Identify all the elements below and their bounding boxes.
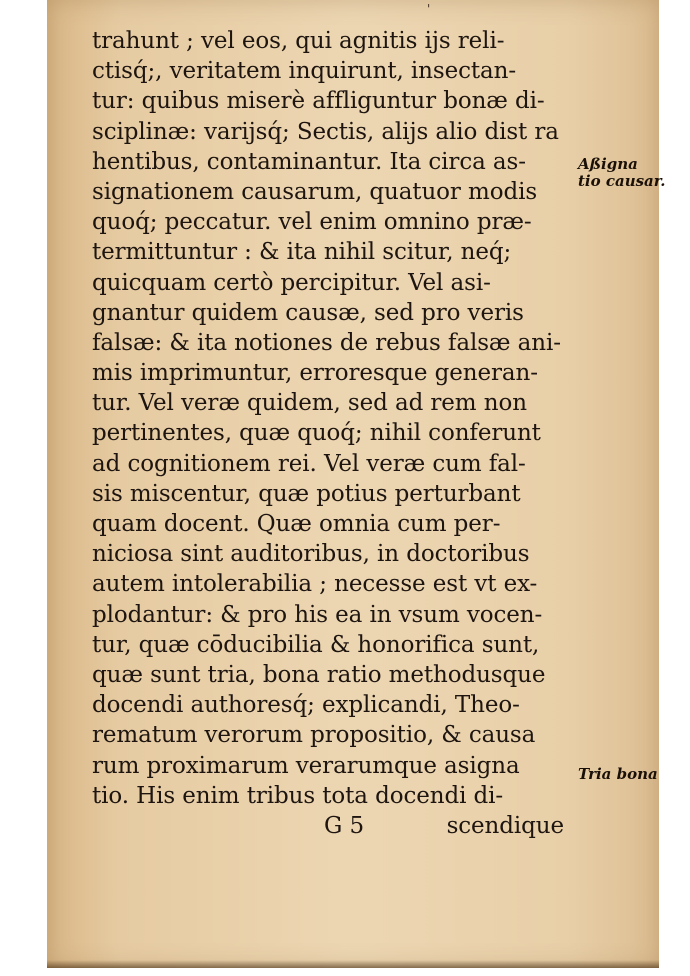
text-line: tur. Vel veræ quidem, sed ad rem non	[92, 390, 527, 417]
text-line: rum proximarum verarumque asigna	[92, 752, 520, 779]
marginal-note-tria-bona: Tria bona	[578, 765, 658, 783]
text-line: quæ sunt tria, bona ratio methodusque	[92, 661, 546, 688]
text-line: termittuntur : & ita nihil scitur, neq́;	[92, 239, 512, 266]
text-line: docendi authoresq́; explicandi, Theo-	[92, 692, 520, 719]
text-line: quoq́; peccatur. vel enim omnino præ-	[92, 209, 532, 236]
signature-mark: G 5	[324, 812, 365, 839]
text-line: trahunt ; vel eos, qui agnitis ijs reli-	[92, 28, 505, 54]
text-line: tur, quæ cōducibilia & honorifica sunt,	[92, 631, 540, 658]
text-line: pertinentes, quæ quoq́; nihil conferunt	[92, 420, 541, 447]
text-line: mis imprimuntur, erroresque generan-	[92, 360, 538, 387]
text-line: ad cognitionem rei. Vel veræ cum fal-	[92, 450, 526, 477]
text-line: niciosa sint auditoribus, in doctoribus	[92, 541, 530, 568]
text-line: quicquam certò percipitur. Vel asi-	[92, 269, 491, 296]
text-line: quam docent. Quæ omnia cum per-	[92, 511, 501, 537]
text-line: sciplinæ: varijsq́; Sectis, alijs alio dist ra	[92, 118, 559, 145]
page-footer-line	[92, 811, 572, 841]
marginal-note-line: Aßigna	[578, 155, 638, 173]
text-line: hentibus, contaminantur. Ita circa as-	[92, 148, 526, 175]
catchword: scendique	[446, 812, 564, 839]
text-line: signationem causarum, quatuor modis	[92, 178, 538, 205]
text-line: falsæ: & ita notiones de rebus falsæ ani-	[92, 329, 561, 356]
marginal-note-causes	[578, 156, 666, 190]
text-line: ctisq́;, veritatem inquirunt, insectan-	[92, 58, 517, 85]
top-mark: '	[427, 2, 431, 16]
marginal-note-line: tio causar.	[578, 172, 666, 190]
text-line: tur: quibus miserè affliguntur bonæ di-	[92, 88, 545, 115]
main-text-block	[92, 26, 572, 841]
text-line: tio. His enim tribus tota docendi di-	[92, 782, 504, 809]
text-line: sis miscentur, quæ potius perturbant	[92, 480, 521, 507]
text-line: rematum verorum propositio, & causa	[92, 722, 536, 749]
text-line: gnantur quidem causæ, sed pro veris	[92, 299, 524, 326]
text-line: plodantur: & pro his ea in vsum vocen-	[92, 601, 543, 628]
text-line: autem intolerabilia ; necesse est vt ex-	[92, 571, 538, 598]
